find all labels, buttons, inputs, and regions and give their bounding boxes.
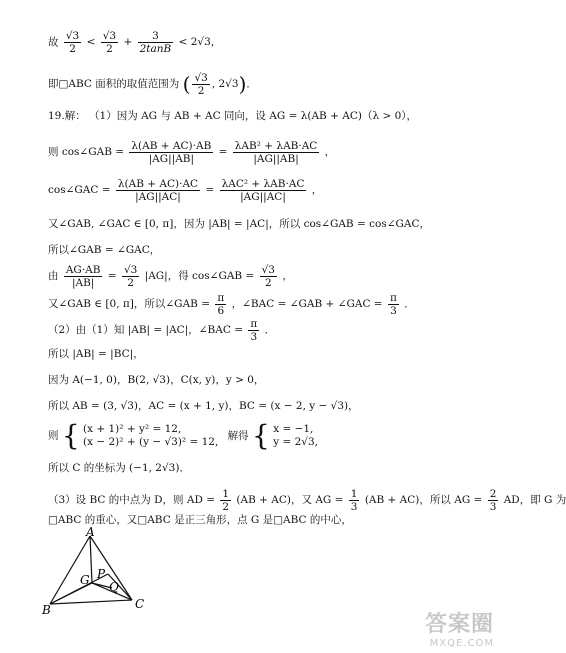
- watermark-logo-text: 答案圈: [424, 612, 494, 637]
- label-a: A: [86, 525, 95, 539]
- fraction: $\frac{\lambda(AB + AC)\cdot AB}{|AG||AB|}$: [131, 140, 212, 165]
- line-coordinates: 因为 A(−1, 0)，B(2, √3)，C(x, y)，y > 0，: [48, 374, 265, 386]
- fraction: $\frac{√3}{2}$: [65, 30, 80, 55]
- watermark-url: MXQE.COM: [429, 638, 494, 649]
- line-angle-equal: 所以∠GAB = ∠GAC，: [48, 244, 161, 256]
- line-problem-19: [48, 110, 417, 123]
- label-q: Q: [109, 580, 119, 594]
- fraction: $\frac{2}{3}$: [489, 488, 497, 513]
- triangle-figure: [42, 525, 152, 617]
- text: 即□ABC 面积的取值范围为: [48, 78, 180, 90]
- line-system: 则 { (x + 1)² + y² = 12, (x − 2)² + (y − √3)² = 12, 解得 { x = −1, y = 2√3,: [48, 419, 318, 452]
- problem-number: 19.解：: [48, 110, 86, 122]
- equation-system: (x + 1)² + y² = 12, (x − 2)² + (y − √3)² = 12,: [83, 423, 219, 448]
- line-cos-gab: 则 cos∠GAB = $\frac{\lambda(AB + AC)\cdot AB}{|AG||AB|}$ = $\frac{\text{λAB² + λAB·AC}}{|AG||AB|}$ ，: [48, 140, 336, 165]
- line-equal-sides: 所以 |AB| = |BC|，: [48, 348, 144, 360]
- line-area-range: 即□ABC 面积的取值范围为 ( $\frac{√3}{2}$ , 2√3)．: [48, 72, 257, 97]
- label-g: G: [80, 573, 90, 587]
- fraction: $\frac{AG\cdot AB}{|AB|}$: [65, 264, 101, 289]
- watermark: [425, 607, 494, 649]
- line-projection: 由 $\frac{AG\cdot AB}{|AB|}$ = $\frac{√3}{2}$ |AG|，得 cos∠GAB = $\frac{√3}{2}$ ，: [48, 264, 293, 289]
- segment-ag: [90, 536, 92, 583]
- fraction: $\frac{\pi}{6}$: [217, 292, 225, 317]
- line-inequality: 故 $\frac{√3}{2}$ < $\frac{√3}{2}$ + $\frac{3}{2\tan B}$ < 2√3，: [48, 30, 222, 55]
- label-b: B: [42, 603, 51, 617]
- fraction: $\frac{\pi}{3}$: [389, 292, 397, 317]
- line-part-3: （3）设 BC 的中点为 D，则 AD = $\frac{1}{2}$ (AB + AC)，又 AG = $\frac{1}{3}$ (AB + AC)，所以 AG = $\frac{2}{3}$ AD，即 G 为: [48, 488, 566, 513]
- line-c-coordinate: 所以 C 的坐标为 (−1, 2√3)．: [48, 462, 190, 474]
- fraction: $\frac{1}{3}$: [350, 488, 358, 513]
- label-c: C: [135, 597, 145, 611]
- fraction: $\frac{√3}{2}$: [194, 72, 208, 97]
- line-cos-gac: cos∠GAC = $\frac{\lambda(AB + AC)\cdot AC}{|AG||AC|}$ = $\frac{\text{λAC² + λAB·AC}}{|AG||AC|}$ ，: [48, 178, 323, 203]
- fraction: $\frac{\text{λAC² + λAB·AC}}{|AG||AC|}$: [221, 178, 305, 203]
- fraction: $\frac{\text{λAB² + λAB·AC}}{|AG||AB|}$: [234, 140, 318, 165]
- line-vectors: 所以 AB = (3, √3)，AC = (x + 1, y)，BC = (x − 2, y − √3)，: [48, 400, 359, 412]
- line-angle-range: 又∠GAB, ∠GAC ∈ [0, π]，因为 |AB| = |AC|，所以 cos∠GAB = cos∠GAC，: [48, 218, 431, 230]
- text-prefix: 故: [48, 36, 59, 49]
- fraction: $\frac{1}{2}$: [222, 488, 230, 513]
- text: （1）因为 AG 与 AB + AC 同向，设 AG = λ(AB + AC)（λ > 0），: [89, 110, 418, 122]
- fraction: $\frac{√3}{2}$: [123, 264, 138, 289]
- fraction: $\frac{√3}{2}$: [102, 30, 117, 55]
- fraction: $\frac{\lambda(AB + AC)\cdot AC}{|AG||AC|}$: [117, 178, 199, 203]
- edge-bc: [50, 600, 132, 604]
- solution-system: x = −1, y = 2√3,: [273, 423, 318, 448]
- line-centroid: □ABC 的重心，又□ABC 是正三角形，点 G 是□ABC 的中心，: [48, 514, 352, 526]
- label-p: P: [97, 567, 106, 581]
- fraction: $\frac{√3}{2}$: [261, 264, 275, 289]
- fraction: $\frac{3}{2\tan B}$: [139, 30, 172, 55]
- line-angle-values: 又∠GAB ∈ [0, π]，所以∠GAB = $\frac{\pi}{6}$ ，∠BAC = ∠GAB + ∠GAC = $\frac{\pi}{3}$ ．: [48, 292, 415, 317]
- text-tail: < 2√3，: [178, 36, 222, 48]
- line-part-2: （2）由（1）知 |AB| = |AC|，∠BAC = $\frac{\pi}{3}$ ．: [48, 318, 276, 343]
- fraction: $\frac{\pi}{3}$: [250, 318, 258, 343]
